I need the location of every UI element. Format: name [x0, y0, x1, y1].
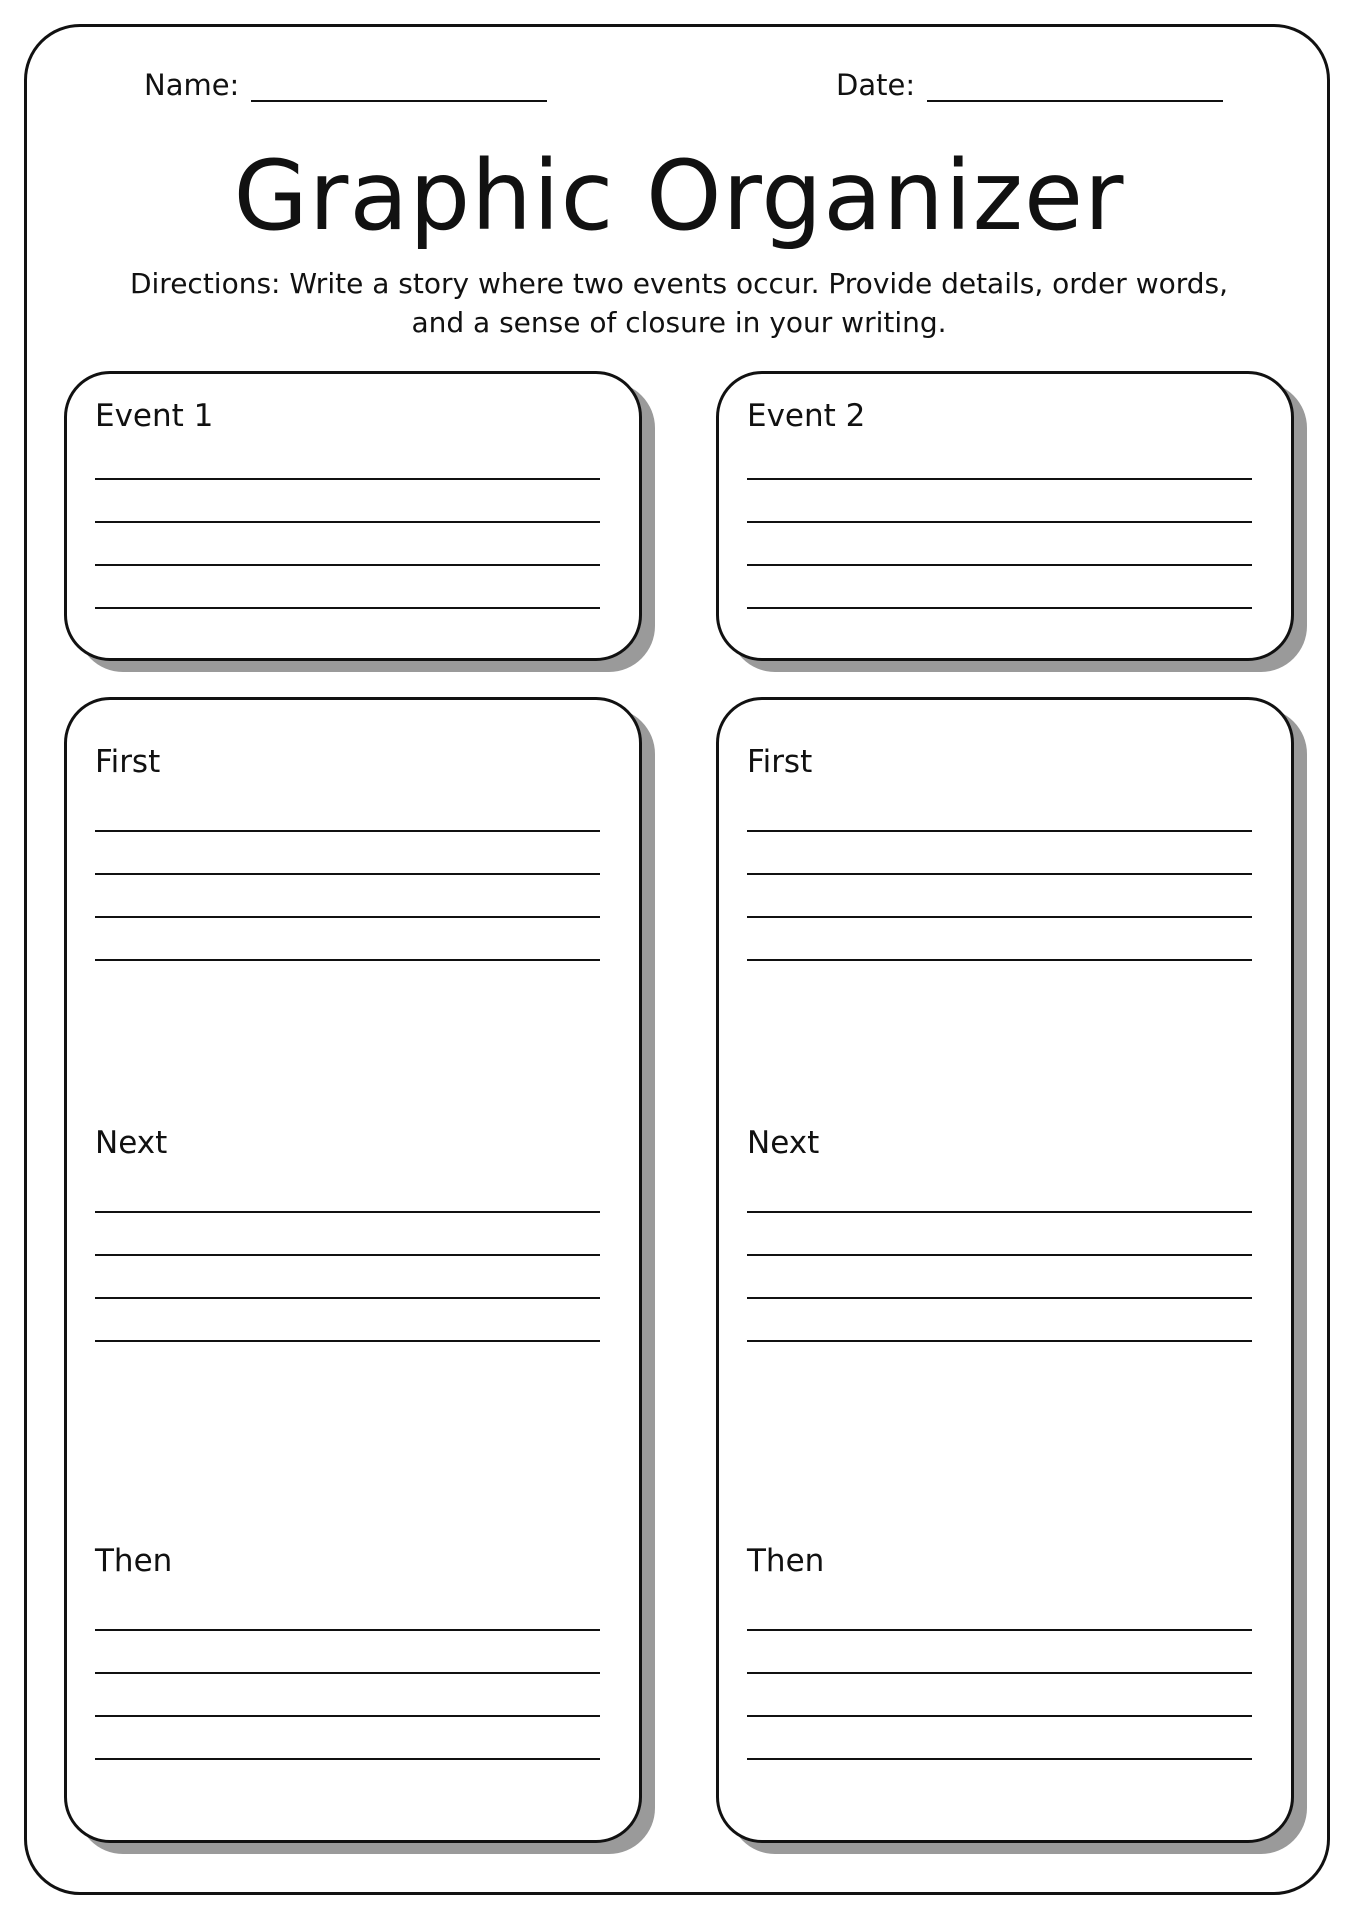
- date-blank-line[interactable]: [927, 70, 1223, 102]
- writing-line[interactable]: [95, 478, 600, 480]
- writing-line[interactable]: [95, 1715, 600, 1717]
- writing-line[interactable]: [95, 830, 600, 832]
- writing-line[interactable]: [95, 916, 600, 918]
- writing-line[interactable]: [95, 1629, 600, 1631]
- next-label: Next: [95, 1125, 168, 1161]
- date-field: [836, 68, 1223, 102]
- writing-line[interactable]: [747, 564, 1252, 566]
- writing-line[interactable]: [95, 1340, 600, 1342]
- writing-line[interactable]: [747, 478, 1252, 480]
- name-blank-line[interactable]: [251, 70, 547, 102]
- event-2-label: Event 2: [747, 398, 866, 434]
- then-label: Then: [747, 1543, 825, 1579]
- first-label: First: [95, 744, 161, 780]
- writing-line[interactable]: [747, 1758, 1252, 1760]
- event-1-box: [64, 371, 642, 661]
- writing-line[interactable]: [747, 1629, 1252, 1631]
- writing-line[interactable]: [95, 873, 600, 875]
- directions-text: Directions: Write a story where two events occur. Provide details, order words, and a sense of closure in your writing.: [129, 267, 1229, 339]
- page-title: Graphic Organizer: [233, 140, 1125, 252]
- writing-line[interactable]: [95, 959, 600, 961]
- event-1-sequence-box: [64, 697, 642, 1843]
- writing-line[interactable]: [95, 564, 600, 566]
- event-1-label: Event 1: [95, 398, 214, 434]
- writing-line[interactable]: [747, 916, 1252, 918]
- writing-line[interactable]: [95, 1211, 600, 1213]
- writing-line[interactable]: [95, 1297, 600, 1299]
- writing-line[interactable]: [747, 1672, 1252, 1674]
- event-2-sequence-box: [716, 697, 1294, 1843]
- writing-line[interactable]: [747, 1715, 1252, 1717]
- writing-line[interactable]: [747, 1211, 1252, 1213]
- writing-line[interactable]: [95, 1672, 600, 1674]
- event-2-box: [716, 371, 1294, 661]
- writing-line[interactable]: [95, 521, 600, 523]
- then-label: Then: [95, 1543, 173, 1579]
- writing-line[interactable]: [747, 830, 1252, 832]
- writing-line[interactable]: [747, 607, 1252, 609]
- writing-line[interactable]: [747, 959, 1252, 961]
- writing-line[interactable]: [95, 1758, 600, 1760]
- writing-line[interactable]: [747, 873, 1252, 875]
- name-label: Name:: [144, 68, 240, 102]
- writing-line[interactable]: [747, 1297, 1252, 1299]
- next-label: Next: [747, 1125, 820, 1161]
- name-field: [144, 68, 547, 102]
- writing-line[interactable]: [95, 1254, 600, 1256]
- writing-line[interactable]: [747, 1340, 1252, 1342]
- first-label: First: [747, 744, 813, 780]
- writing-line[interactable]: [747, 521, 1252, 523]
- writing-line[interactable]: [95, 607, 600, 609]
- writing-line[interactable]: [747, 1254, 1252, 1256]
- date-label: Date:: [836, 68, 916, 102]
